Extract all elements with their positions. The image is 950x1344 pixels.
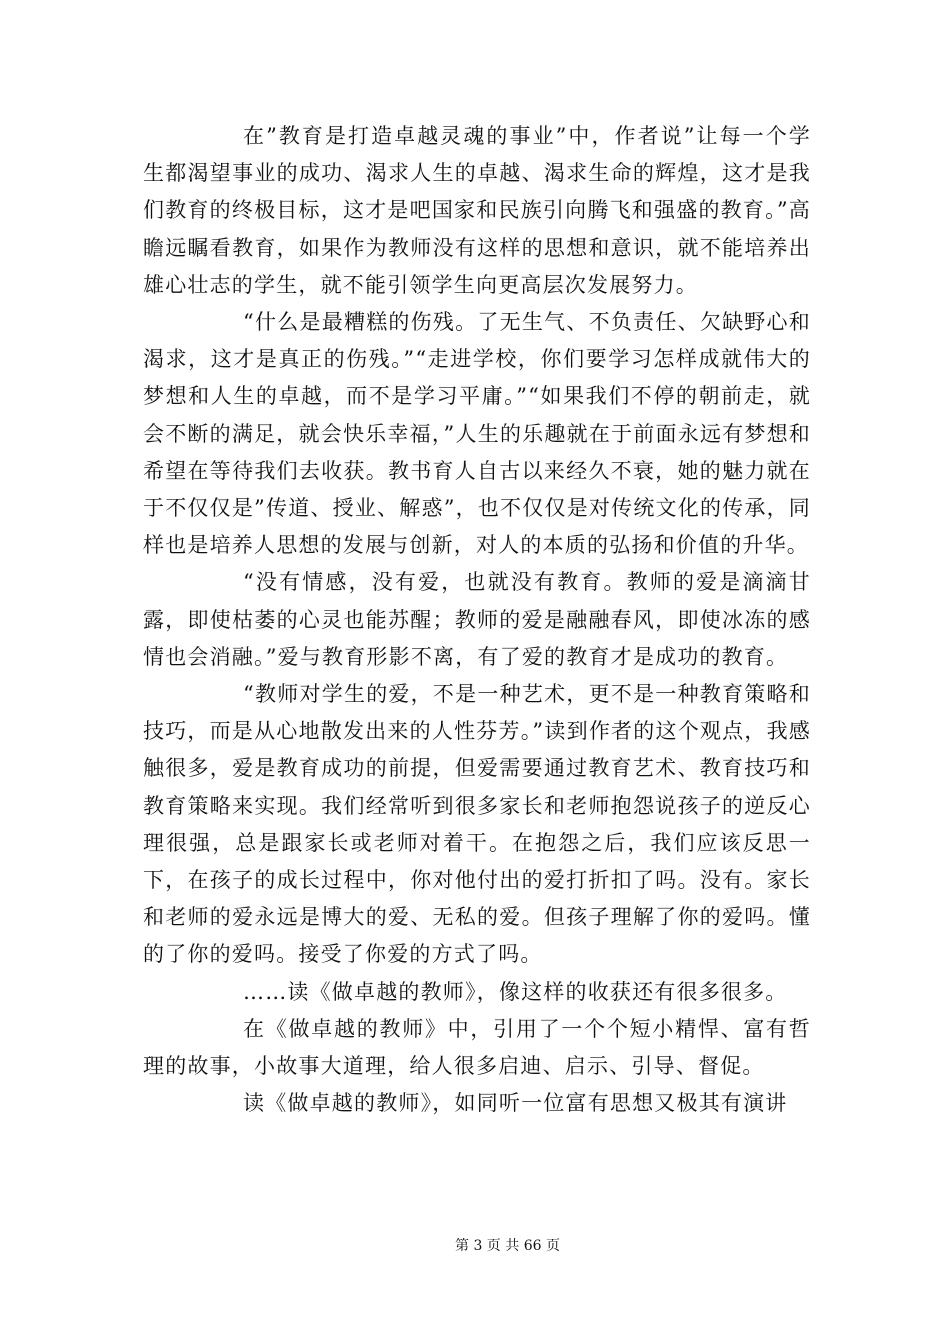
paragraph-4: “教师对学生的爱，不是一种艺术，更不是一种教育策略和技巧，而是从心地散发出来的人性芬芳。”读到作者的这个观点，我感触很多，爱是教育成功的前提，但爱需要通过教育艺术、教育技巧和教育策略来实现。我们经常听到很多家长和老师抱怨说孩子的逆反心理很强，总是跟家长或老师对着干。在抱怨之后，我们应该反思一下，在孩子的成长过程中，你对他付出的爱打折扣了吗。没有。家长和老师的爱永远是博大的爱、无私的爱。但孩子理解了你的爱吗。懂的了你的爱吗。接受了你爱的方式了吗。 bbox=[143, 682, 811, 967]
document-body bbox=[143, 118, 811, 1122]
paragraph-5: ……读《做卓越的教师》，像这样的收获还有很多很多。 bbox=[243, 979, 788, 1004]
paragraph-1: 在”教育是打造卓越灵魂的事业”中，作者说”让每一个学生都渴望事业的成功、渴求人生的卓越、渴求生命的辉煌，这才是我们教育的终极目标，这才是吧国家和民族引向腾飞和强盛的教育。”高瞻远瞩看教育，如果作为教师没有这样的思想和意识，就不能培养出雄心壮志的学生，就不能引领学生向更高层次发展努力。 bbox=[143, 124, 811, 297]
paragraph-6: 在《做卓越的教师》中，引用了一个个短小精悍、富有哲理的故事，小故事大道理，给人很多启迪、启示、引导、督促。 bbox=[143, 1016, 811, 1079]
paragraph-2: “什么是最糟糕的伤残。了无生气、不负责任、欠缺野心和渴求，这才是真正的伤残。”“走进学校，你们要学习怎样成就伟大的梦想和人生的卓越，而不是学习平庸。”“如果我们不停的朝前走，就会不断的满足，就会快乐幸福，”人生的乐趣就在于前面永远有梦想和希望在等待我们去收获。教书育人自古以来经久不衰，她的魅力就在于不仅仅是”传道、授业、解惑”，也不仅仅是对传统文化的传承，同样也是培养人思想的发展与创新，对人的本质的弘扬和价值的升华。 bbox=[143, 310, 811, 558]
page-number-footer: 第 3 页 共 66 页 bbox=[455, 1238, 560, 1254]
paragraph-3: “没有情感，没有爱，也就没有教育。教师的爱是滴滴甘露，即使枯萎的心灵也能苏醒；教师的爱是融融春风，即使冰冻的感情也会消融。”爱与教育形影不离，有了爱的教育才是成功的教育。 bbox=[143, 570, 811, 669]
paragraph-7: 读《做卓越的教师》，如同听一位富有思想又极其有演讲 bbox=[243, 1091, 788, 1116]
